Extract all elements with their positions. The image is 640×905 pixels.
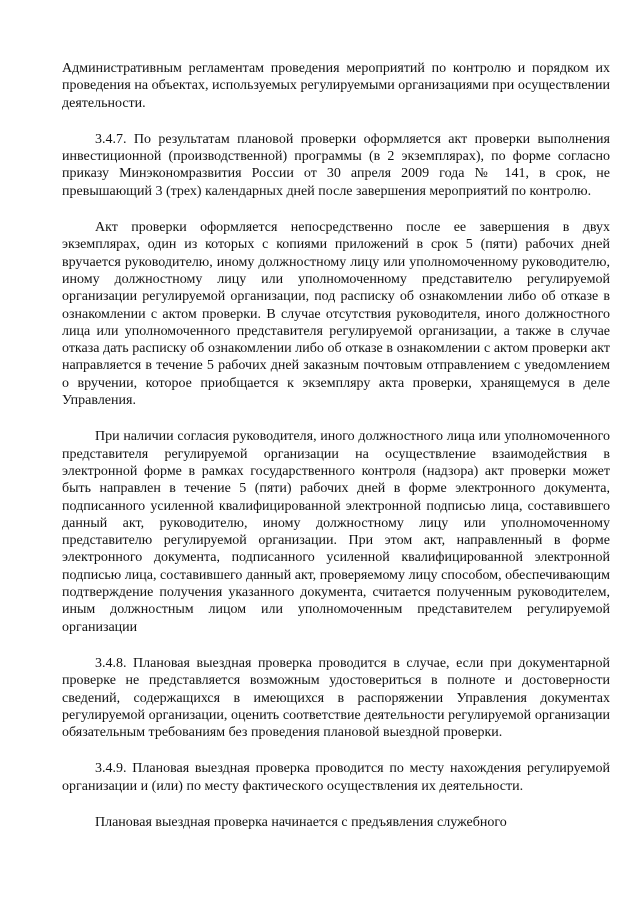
document-page — [62, 60, 610, 850]
paragraph-3-4-7: 3.4.7. По результатам плановой проверки оформляется акт проверки выполнения инвестиционной (производственной) программы (в 2 экземплярах), по форме согласно приказу Минэкономразвития России от 30 апреля 2009 года № 141, в срок, не превышающий 3 (трех) календарных дней после завершения мероприятий по контролю. — [62, 131, 610, 199]
paragraph-act-delivery: Акт проверки оформляется непосредственно после ее завершения в двух экземплярах, один из которых с копиями приложений в срок 5 (пяти) рабочих дней вручается руководителю, иному должностному лицу или уполномоченному руководителю, иному должностному лицу или уполномоченному представителю регулируемой организации регулируемой организации, под расписку об ознакомлении либо об отказе в ознакомлении с актом проверки. В случае отсутствия руководителя, иного должностного лица или уполномоченного представителя регулируемой организации, а также в случае отказа дать расписку об ознакомлении либо об отказе в ознакомлении с актом проверки акт направляется в течение 5 рабочих дней заказным почтовым отправлением с уведомлением о вручении, которое приобщается к экземпляру акта проверки, хранящемуся в деле Управления. — [62, 220, 610, 409]
paragraph-regulations-continuation: Административным регламентам проведения мероприятий по контролю и порядком их проведения на объектах, используемых регулируемыми организациями при осуществлении деятельности. — [62, 61, 610, 111]
paragraph-inspection-start: Плановая выездная проверка начинается с предъявления служебного — [95, 814, 507, 830]
paragraph-3-4-8: 3.4.8. Плановая выездная проверка проводится в случае, если при документарной проверке не представляется возможным удостовериться в полноте и достоверности сведений, содержащихся в имеющихся в распоряжении Управления документах регулируемой организации, оценить соответствие деятельности регулируемой организации обязательным требованиям без проведения плановой выездной проверки. — [62, 655, 610, 741]
paragraph-electronic-form: При наличии согласия руководителя, иного должностного лица или уполномоченного представителя регулируемой организации на осуществление взаимодействия в электронной форме в рамках государственного контроля (надзора) акт проверки может быть направлен в течение 5 (пяти) рабочих дней в форме электронного документа, подписанного усиленной квалифицированной электронной подписью лица, составившего данный акт, руководителю, иному должностному лицу или уполномоченному представителю регулируемой организации. При этом акт, направленный в форме электронного документа, подписанного усиленной квалифицированной электронной подписью лица, составившего данный акт, проверяемому лицу способом, обеспечивающим подтверждение получения указанного документа, считается полученным руководителем, иным должностным лицом или уполномоченным представителем регулируемой организации — [62, 429, 610, 635]
paragraph-3-4-9: 3.4.9. Плановая выездная проверка проводится по месту нахождения регулируемой организации и (или) по месту фактического осуществления их деятельности. — [62, 761, 610, 794]
